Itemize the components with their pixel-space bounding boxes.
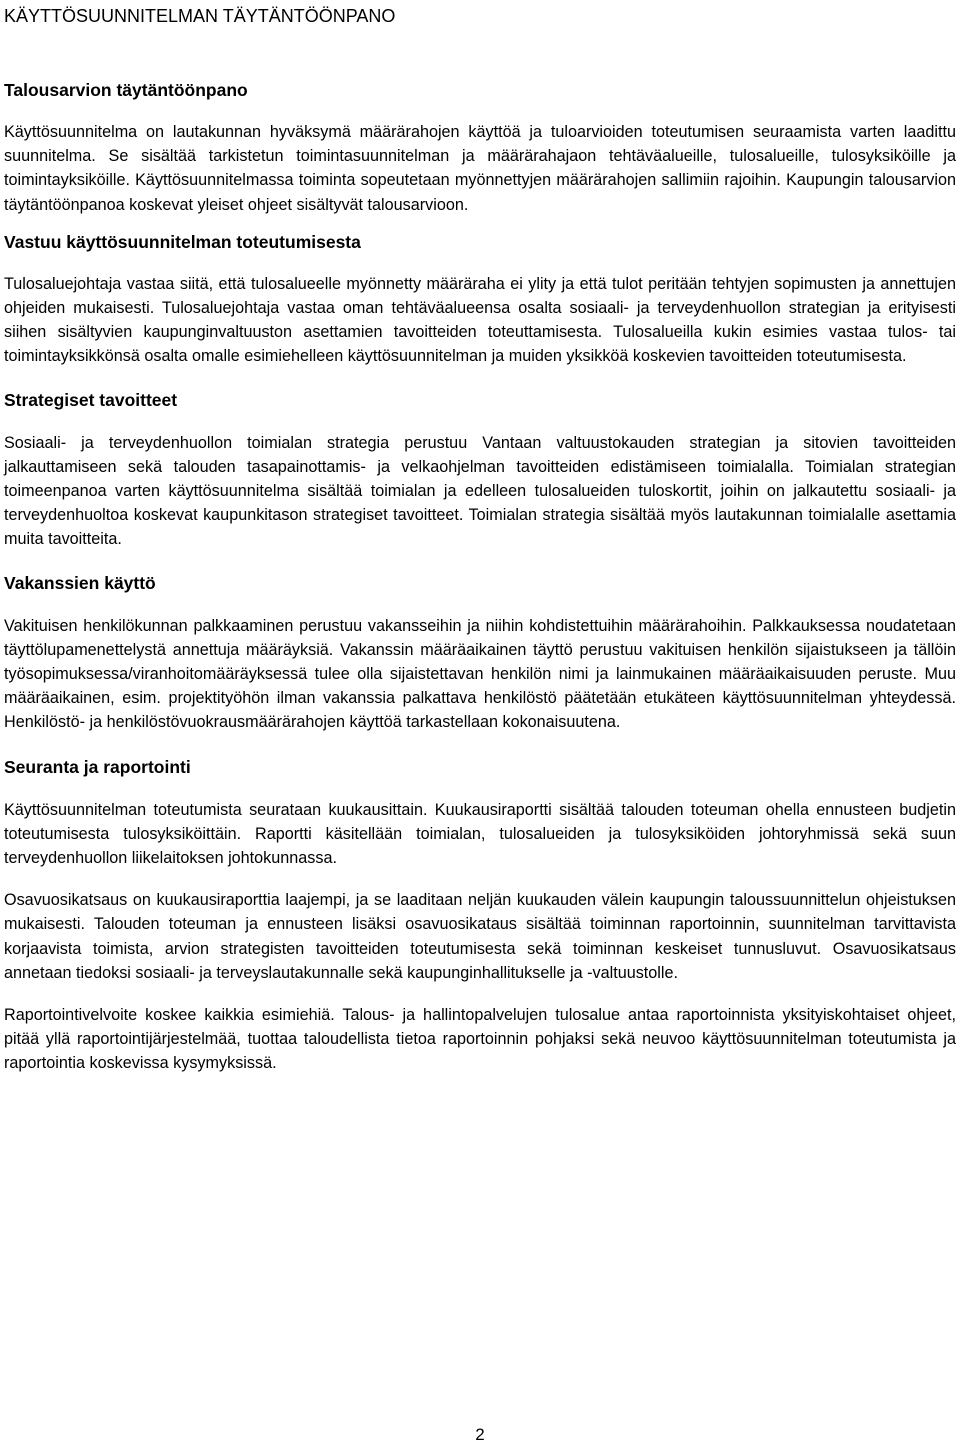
section-paragraph-reporting-obligation: Raportointivelvoite koskee kaikkia esimiehiä. Talous- ja hallintopalvelujen tulosalue antaa raportoinnista yksityiskohtaiset ohjeet, pitää yllä raportointijärjestelmää, tuottaa taloudellista tietoa raportoinnin pohjaksi sekä neuvoo käyttösuunnitelman toteutumista ja raportointia koskevissa kysymyksissä. bbox=[4, 1006, 956, 1073]
section-heading-responsibility: Vastuu käyttösuunnitelman toteutumisesta bbox=[4, 231, 361, 252]
section-paragraph-monthly-report: Käyttösuunnitelman toteutumista seurataan kuukausittain. Kuukausiraportti sisältää talouden toteuman ohella ennusteen budjetin toteutumisesta tulosyksiköittäin. Raportti käsitellään toimialan, tulosalueiden ja tulosyksiköiden johtoryhmissä sekä suun terveydenhuollon liikelaitoksen johtokunnassa. bbox=[4, 800, 956, 868]
section-heading-vacancies: Vakanssien käyttö bbox=[4, 572, 156, 593]
section-heading-budget-implementation: Talousarvion täytäntöönpano bbox=[4, 80, 248, 100]
page-number: 2 bbox=[475, 1425, 485, 1444]
document-title: KÄYTTÖSUUNNITELMAN TÄYTÄNTÖÖNPANO bbox=[4, 6, 396, 26]
section-paragraph-responsibility: Tulosaluejohtaja vastaa siitä, että tulosalueelle myönnetty määräraha ei ylity ja että tulot peritään tehtyjen sopimusten ja annettujen ohjeiden mukaisesti. Tulosaluejohtaja vastaa oman tehtäväalueensa osalta sosiaali- ja terveydenhuollon strategian ja erityisesti siihen sisältyvien kaupunginvaltuuston asettamien tavoitteiden toteuttamisesta. Tulosalueilla kukin esimies vastaa tulos- tai toimintayksikkönsä osalta omalle esimiehelleen käyttösuunnitelman ja muiden yksikköä koskevien tavoitteiden toteutumisesta. bbox=[4, 274, 956, 366]
section-paragraph-vacancies: Vakituisen henkilökunnan palkkaaminen perustuu vakansseihin ja niihin kohdistettuihin määrärahoihin. Palkkauksessa noudatetaan täyttölupamenettelystä annettuja määräyksiä. Vakanssin määräaikainen täyttö perustuu vakituisen henkilön sijaistukseen ja tällöin työsopimuksessa/viranhoitomääräyksessä tulee olla sijaistettavan henkilön nimi ja lainmukainen määräaikaisuuden peruste. Muu määräaikainen, esim. projektityöhön ilman vakanssia palkattava henkilöstö päätetään etukäteen käyttösuunnitelman yhteydessä. Henkilöstö- ja henkilöstövuokrausmäärärahojen käyttöä tarkastellaan kokonaisuutena. bbox=[4, 616, 956, 732]
section-paragraph-strategic-goals: Sosiaali- ja terveydenhuollon toimialan strategia perustuu Vantaan valtuustokauden strategian ja sitovien tavoitteiden jalkauttamiseen sekä talouden tasapainottamis- ja velkaohjelman tavoitteiden edistämiseen toimialalla. Toimialan strategian toimeenpanoa varten käyttösuunnitelma sisältää toimialan ja edelleen tulosalueiden tuloskortit, joihin on jalkautettu sosiaali- ja terveydenhuoltoa koskevat kaupunkitason strategiset tavoitteet. Toimialan strategia sisältää myös lautakunnan toimialalle asettamia muita tavoitteita. bbox=[4, 433, 956, 549]
section-paragraph-interim-review: Osavuosikatsaus on kuukausiraporttia laajempi, ja se laaditaan neljän kuukauden välein kaupungin taloussuunnittelun ohjeistuksen mukaisesti. Talouden toteuman ja ennusteen lisäksi osavuosikataus sisältää toiminnan raportoinnin, suunnitelman tarvittavista korjaavista toimista, arvion strategisten tavoitteiden toteutumisesta sekä toiminnan keskeiset tunnusluvut. Osavuosikatsaus annetaan tiedoksi sosiaali- ja terveyslautakunnalle sekä kaupunginhallitukselle ja -valtuustolle. bbox=[4, 891, 956, 982]
section-heading-strategic-goals: Strategiset tavoitteet bbox=[4, 389, 178, 410]
document-page bbox=[4, 0, 956, 1076]
section-paragraph-budget-implementation: Käyttösuunnitelma on lautakunnan hyväksymä määrärahojen käyttöä ja tuloarvioiden toteutumisen seuraamista varten laadittu suunnitelma. Se sisältää tarkistetun toimintasuunnitelman ja määrärahajaon tehtäväalueille, tulosalueille, tulosyksiköille ja toimintayksiköille. Käyttösuunnitelmassa toiminta sopeutetaan myönnettyjen määrärahojen sallimiin rajoihin. Kaupungin talousarvion täytäntöönpanoa koskevat yleiset ohjeet sisältyvät talousarvioon. bbox=[4, 123, 956, 214]
section-heading-monitoring-reporting: Seuranta ja raportointi bbox=[4, 756, 191, 777]
